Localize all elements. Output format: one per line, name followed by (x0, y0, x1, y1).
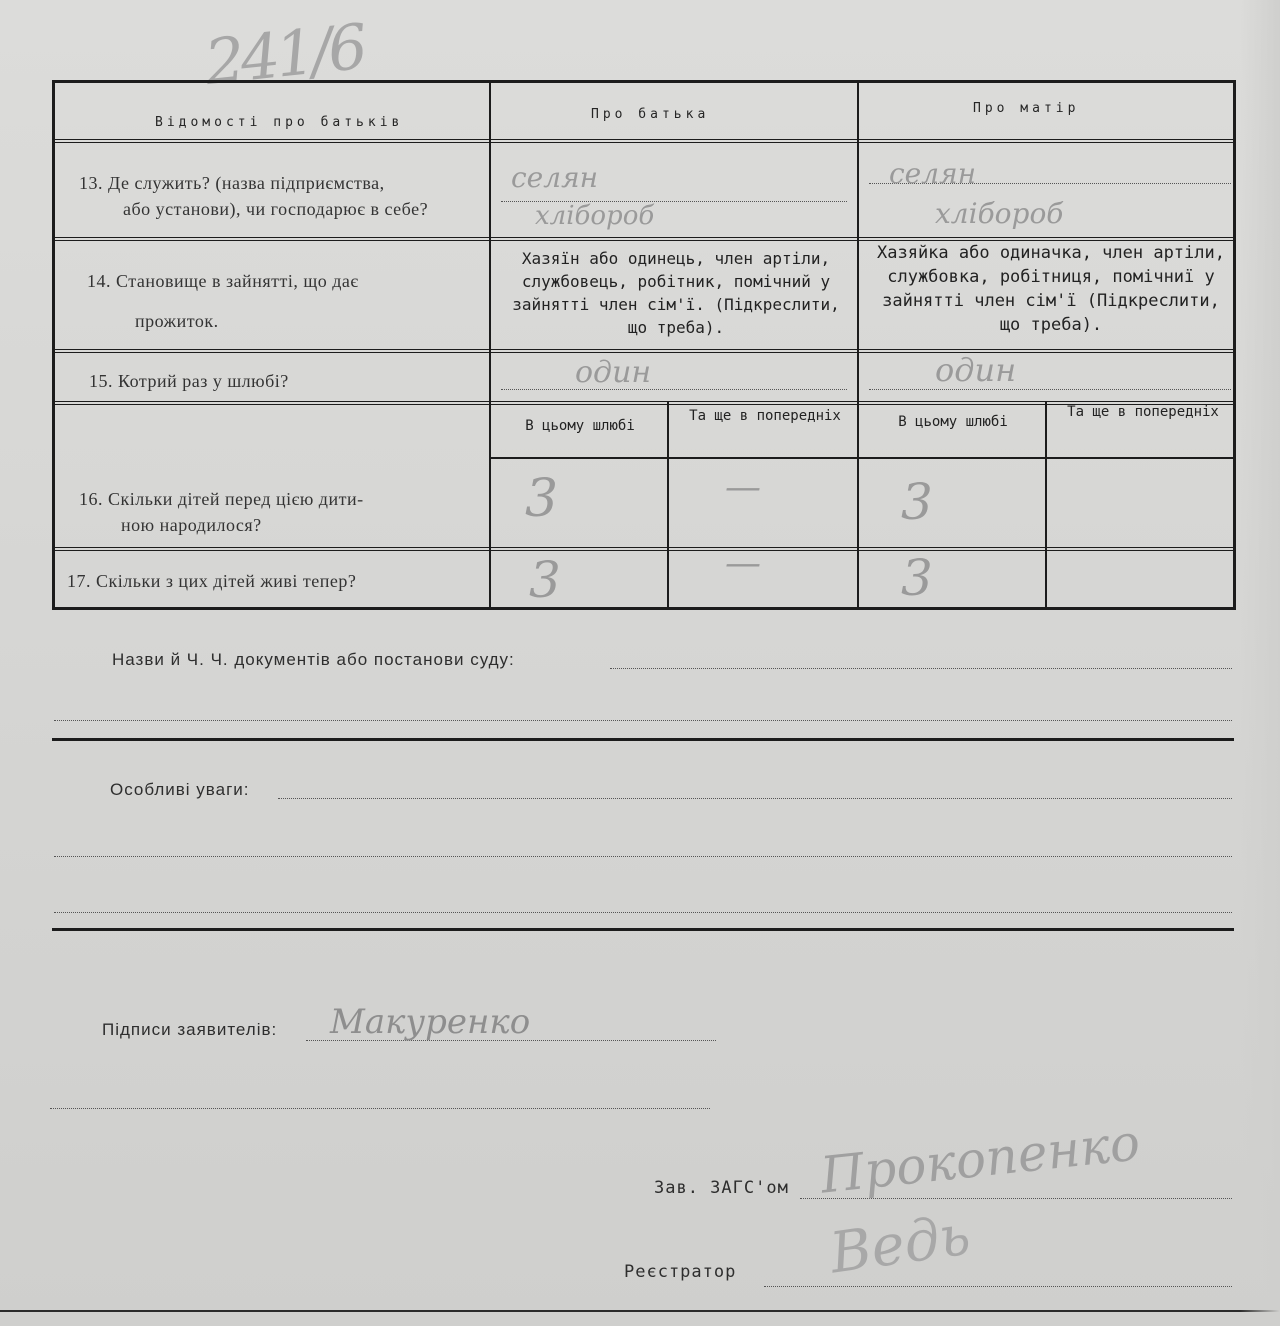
question-16-line2: ною народилося? (121, 515, 262, 535)
registrar-label: Реєстратор (624, 1262, 737, 1282)
section-rule (52, 738, 1234, 741)
mother-children-alive-this: 3 (901, 549, 933, 607)
header-parents-info: Відомості про батьків (155, 115, 404, 130)
parents-info-table (52, 80, 1236, 610)
subheader-mother-this-marriage: В цьому шлюбі (898, 414, 1008, 430)
mother-children-this-marriage: 3 (901, 473, 933, 531)
fill-line (869, 389, 1231, 390)
mother-occupation-line2: хлібороб (935, 197, 1064, 230)
father-children-alive-this: 3 (529, 551, 561, 609)
father-occupation-line1: селян (511, 161, 599, 194)
column-divider (489, 83, 491, 610)
subheader-father-previous: Та ще в попередніх (689, 408, 841, 424)
documents-line (610, 668, 1232, 669)
documents-label: Назви й Ч. Ч. документів або постанови суду: (112, 650, 515, 669)
father-children-previous: — (725, 467, 761, 508)
mother-employment-options: Хазяйка або одиначка, член артіли, службовка, робітниця, помічниї у зайнятті член сім'ї (Підкреслити, що треба). (877, 243, 1225, 335)
row-divider (489, 457, 1233, 459)
question-14-line2: прожиток. (135, 311, 219, 331)
question-17: 17. Скільки з цих дітей живі тепер? (67, 571, 357, 591)
head-signature: Прокопенко (817, 1113, 1143, 1205)
remarks-line-3 (54, 912, 1232, 913)
remarks-line (278, 798, 1232, 799)
father-children-this-marriage: 3 (525, 469, 559, 529)
question-16-line1: 16. Скільки дітей перед цією дити- (79, 489, 364, 509)
question-13-line2: або установи), чи господарює в себе? (123, 199, 429, 219)
question-13-line1: 13. Де служить? (назва підприємства, (79, 173, 385, 193)
row-divider (55, 349, 1233, 353)
documents-line-2 (54, 720, 1232, 721)
page-edge-shadow (1240, 0, 1280, 1326)
father-children-alive-previous: — (725, 543, 761, 584)
mother-marriage-count: один (935, 351, 1017, 389)
header-father: Про батька (591, 107, 710, 122)
bottom-edge (0, 1310, 1280, 1312)
margin-handwritten-note: 241/6 (201, 9, 368, 100)
registrar-signature: Ведь (826, 1202, 975, 1287)
signature-line-2 (50, 1108, 710, 1109)
subheader-father-this-marriage: В цьому шлюбі (525, 418, 635, 434)
applicant-signature: Макуренко (330, 1002, 531, 1042)
father-employment-options: Хазяїн або одинець, член артіли, службовець, робітник, помічний у зайнятті член сім'ї. (Підкреслити, що треба). (512, 249, 840, 337)
father-occupation-line2: хлібороб (535, 201, 655, 231)
signatures-label: Підписи заявителів: (102, 1020, 278, 1039)
father-marriage-count: один (575, 355, 652, 390)
header-mother: Про матір (973, 101, 1080, 116)
row-divider (55, 139, 1233, 143)
subheader-mother-previous: Та ще в попередніх (1067, 404, 1219, 420)
column-divider (857, 83, 859, 610)
column-divider (667, 401, 669, 610)
remarks-label: Особливі уваги: (110, 780, 250, 799)
section-rule (52, 928, 1234, 931)
remarks-line-2 (54, 856, 1232, 857)
row-divider (55, 547, 1233, 551)
mother-occupation-line1: селян (889, 157, 977, 190)
head-label: Зав. ЗАГС'ом (654, 1178, 789, 1198)
fill-line (501, 389, 847, 390)
column-divider (1045, 401, 1047, 610)
question-14-line1: 14. Становище в зайнятті, що дає (87, 271, 359, 291)
question-15: 15. Котрий раз у шлюбі? (89, 371, 289, 391)
